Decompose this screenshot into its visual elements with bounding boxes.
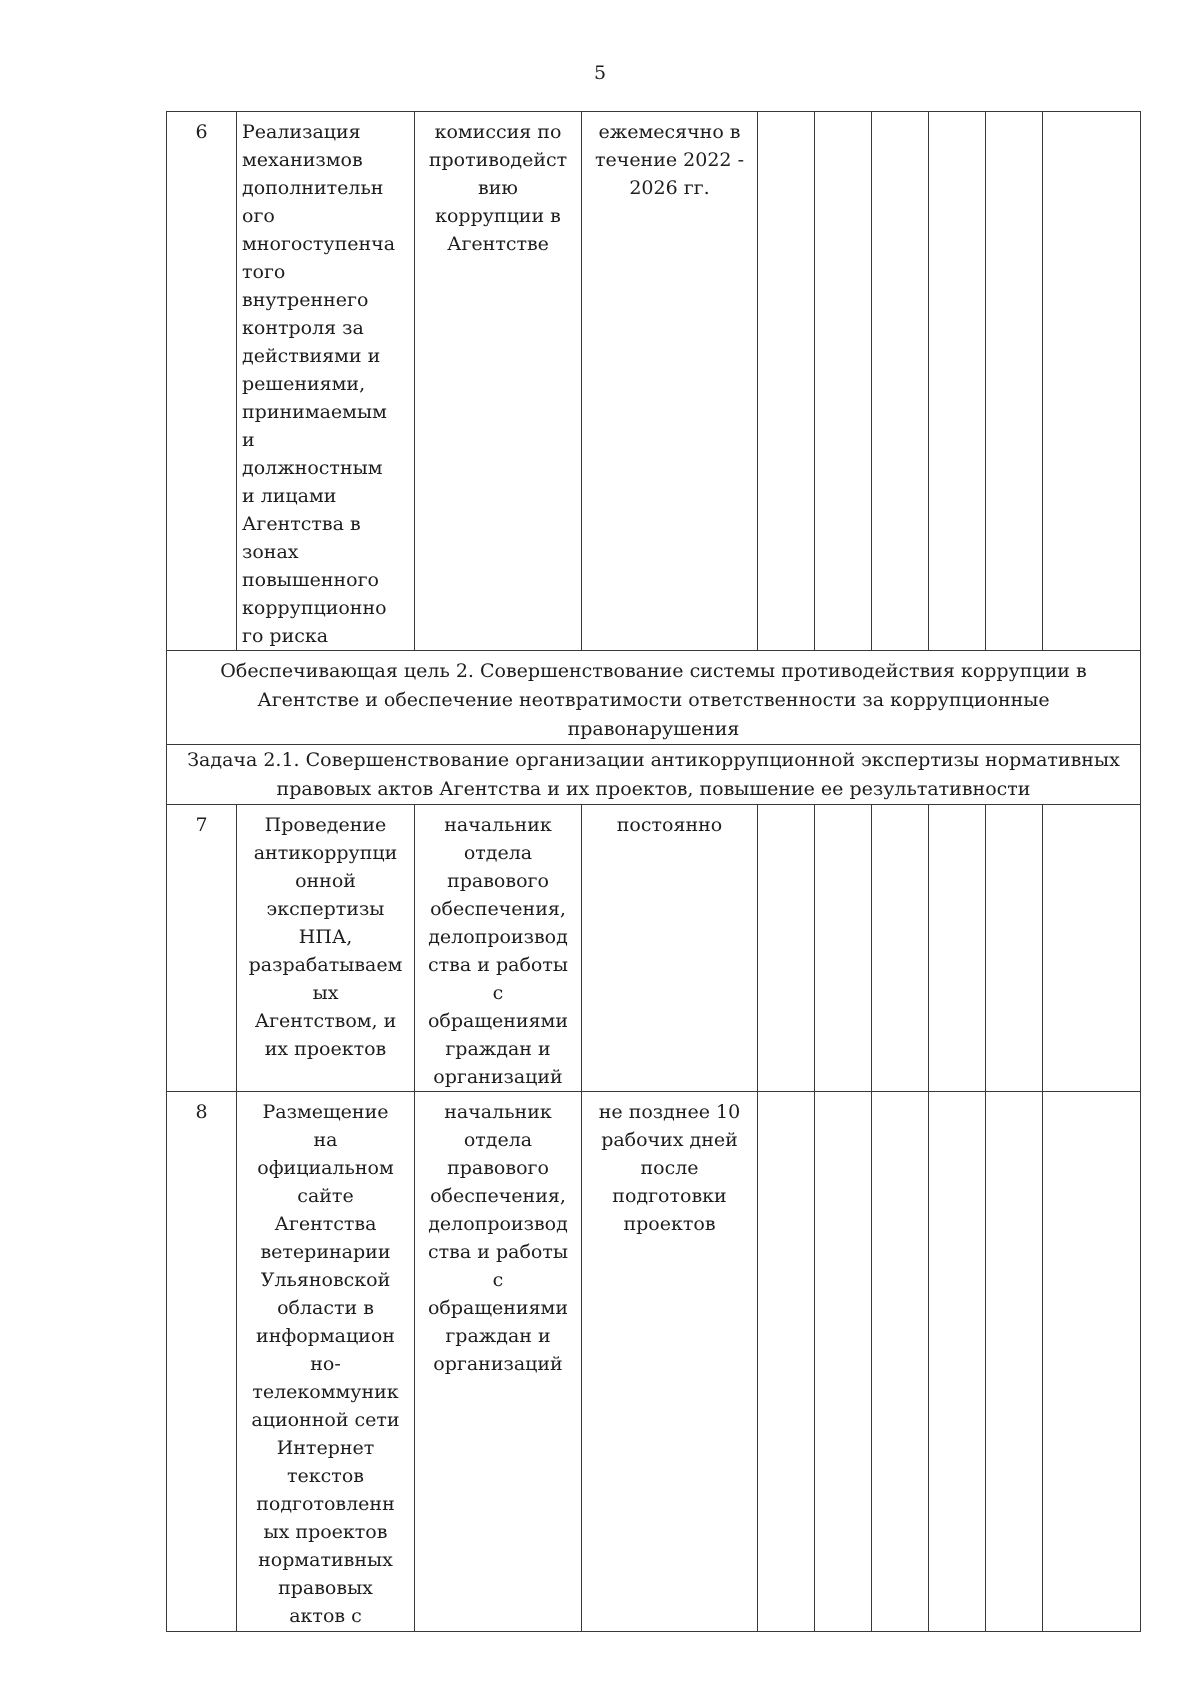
measure-cell: Размещение на официальном сайте Агентства ветеринарии Ульяновской области в информацион но- телекоммуник ационной сети Интернет текстов подготовленн ых проектов нормативных правовых актов с xyxy=(237,1092,415,1632)
empty-cell xyxy=(929,805,986,1092)
empty-cell xyxy=(1043,1092,1141,1632)
page-number: 5 xyxy=(593,62,607,84)
anticorruption-plan-table xyxy=(166,111,1141,1632)
empty-cell xyxy=(986,805,1043,1092)
empty-cell xyxy=(1043,112,1141,651)
empty-cell xyxy=(815,112,872,651)
responsible-cell: начальник отдела правового обеспечения, делопроизвод ства и работы с обращениями граждан и организаций xyxy=(415,1092,582,1632)
row-number: 8 xyxy=(167,1092,237,1632)
measure-cell: Проведение антикоррупци онной экспертизы НПА, разрабатываем ых Агентством, и их проектов xyxy=(237,805,415,1092)
goal-heading: Обеспечивающая цель 2. Совершенствование системы противодействия коррупции в Агентстве и обеспечение неотвратимости ответственности за коррупционные правонарушения xyxy=(167,651,1141,745)
empty-cell xyxy=(872,805,929,1092)
deadline-cell: ежемесячно в течение 2022 - 2026 гг. xyxy=(582,112,758,651)
row-number: 6 xyxy=(167,112,237,651)
empty-cell xyxy=(929,1092,986,1632)
row-number: 7 xyxy=(167,805,237,1092)
empty-cell xyxy=(815,805,872,1092)
task-row xyxy=(167,745,1141,805)
task-heading: Задача 2.1. Совершенствование организации антикоррупционной экспертизы нормативных правовых актов Агентства и их проектов, повышение ее результативности xyxy=(167,745,1141,805)
empty-cell xyxy=(986,1092,1043,1632)
empty-cell xyxy=(929,112,986,651)
measure-cell: Реализация механизмов дополнительн ого многоступенча того внутреннего контроля за действиями и решениями, принимаемым и должностным и лицами Агентства в зонах повышенного коррупционно го риска xyxy=(237,112,415,651)
empty-cell xyxy=(758,1092,815,1632)
table-row xyxy=(167,112,1141,651)
goal-row xyxy=(167,651,1141,745)
deadline-cell: не позднее 10 рабочих дней после подготовки проектов xyxy=(582,1092,758,1632)
responsible-cell: начальник отдела правового обеспечения, делопроизвод ства и работы с обращениями граждан и организаций xyxy=(415,805,582,1092)
empty-cell xyxy=(872,112,929,651)
empty-cell xyxy=(1043,805,1141,1092)
table-row xyxy=(167,1092,1141,1632)
empty-cell xyxy=(986,112,1043,651)
table-row xyxy=(167,805,1141,1092)
responsible-cell: комиссия по противодейст вию коррупции в Агентстве xyxy=(415,112,582,651)
empty-cell xyxy=(758,805,815,1092)
empty-cell xyxy=(758,112,815,651)
deadline-cell: постоянно xyxy=(582,805,758,1092)
empty-cell xyxy=(872,1092,929,1632)
empty-cell xyxy=(815,1092,872,1632)
